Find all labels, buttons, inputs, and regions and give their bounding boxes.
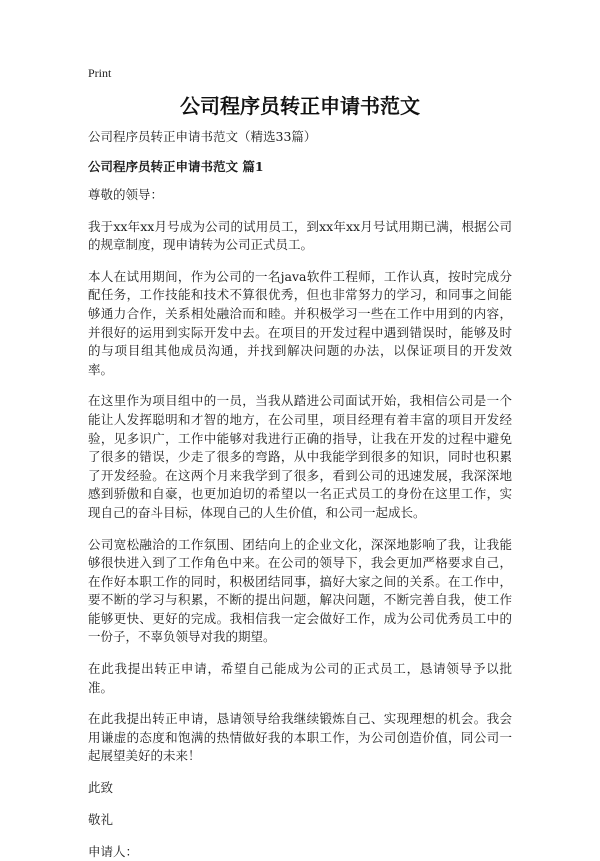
- print-link[interactable]: Print: [88, 66, 112, 80]
- paragraph-6: 在此我提出转正申请，恳请领导给我继续锻炼自己、实现理想的机会。我会用谦虚的态度和饱满的热情做好我的本职工作，为公司创造价值，同公司一起展望美好的未来！: [88, 711, 512, 764]
- paragraph-1: 我于xx年xx月号成为公司的试用员工，到xx年xx月号试用期已满，根据公司的规章制度，现申请转为公司正式员工。: [88, 218, 512, 253]
- signature-label: 申请人：: [88, 844, 139, 860]
- closing-regards: 敬礼: [88, 812, 114, 828]
- page-title: 公司程序员转正申请书范文: [180, 94, 420, 118]
- paragraph-5: 在此我提出转正申请，希望自己能成为公司的正式员工，恳请领导予以批准。: [88, 661, 512, 695]
- greeting: 尊敬的领导：: [88, 187, 164, 202]
- section-heading: 公司程序员转正申请书范文 篇1: [88, 159, 264, 174]
- paragraph-2: 本人在试用期间，作为公司的一名java软件工程师，工作认真，按时完成分配任务，工作技能和技术不算很优秀，但也非常努力的学习，和同事之间能够通力合作，关系相处融洽而和睦。并积极学习一些在工作中用到的内容，并很好的运用到实际开发中去。在项目的开发过程中遇到错误时，能够及时的与项目组其他成员沟通，并找到解决问题的办法，以保证项目的开发效率。: [88, 268, 512, 377]
- paragraph-3: 在这里作为项目组中的一员，当我从踏进公司面试开始，我相信公司是一个能让人发挥聪明和才智的地方，在公司里，项目经理有着丰富的项目开发经验，见多识广，工作中能够对我进行正确的指导，让我在开发的过程中避免了很多的错误，少走了很多的弯路，从中我能学到很多的知识，同时也积累了开发经验。在这两个月来我学到了很多，看到公司的迅速发展，我深深地感到骄傲和自豪，也更加迫切的希望以一名正式员工的身份在这里工作，实现自己的奋斗目标，体现自己的人生价值，和公司一起成长。: [88, 393, 512, 520]
- closing-salutation: 此致: [88, 780, 114, 796]
- paragraph-4: 公司宽松融洽的工作氛围、团结向上的企业文化，深深地影响了我，让我能够很快进入到了工作角色中来。在公司的领导下，我会更加严格要求自己，在作好本职工作的同时，积极团结同事，搞好大家之间的关系。在工作中，要不断的学习与积累，不断的提出问题，解决问题，不断完善自我，使工作能够更快、更好的完成。我相信我一定会做好工作，成为公司优秀员工中的一份子，不辜负领导对我的期望。: [88, 536, 512, 645]
- document-subtitle: 公司程序员转正申请书范文（精选33篇）: [88, 129, 317, 144]
